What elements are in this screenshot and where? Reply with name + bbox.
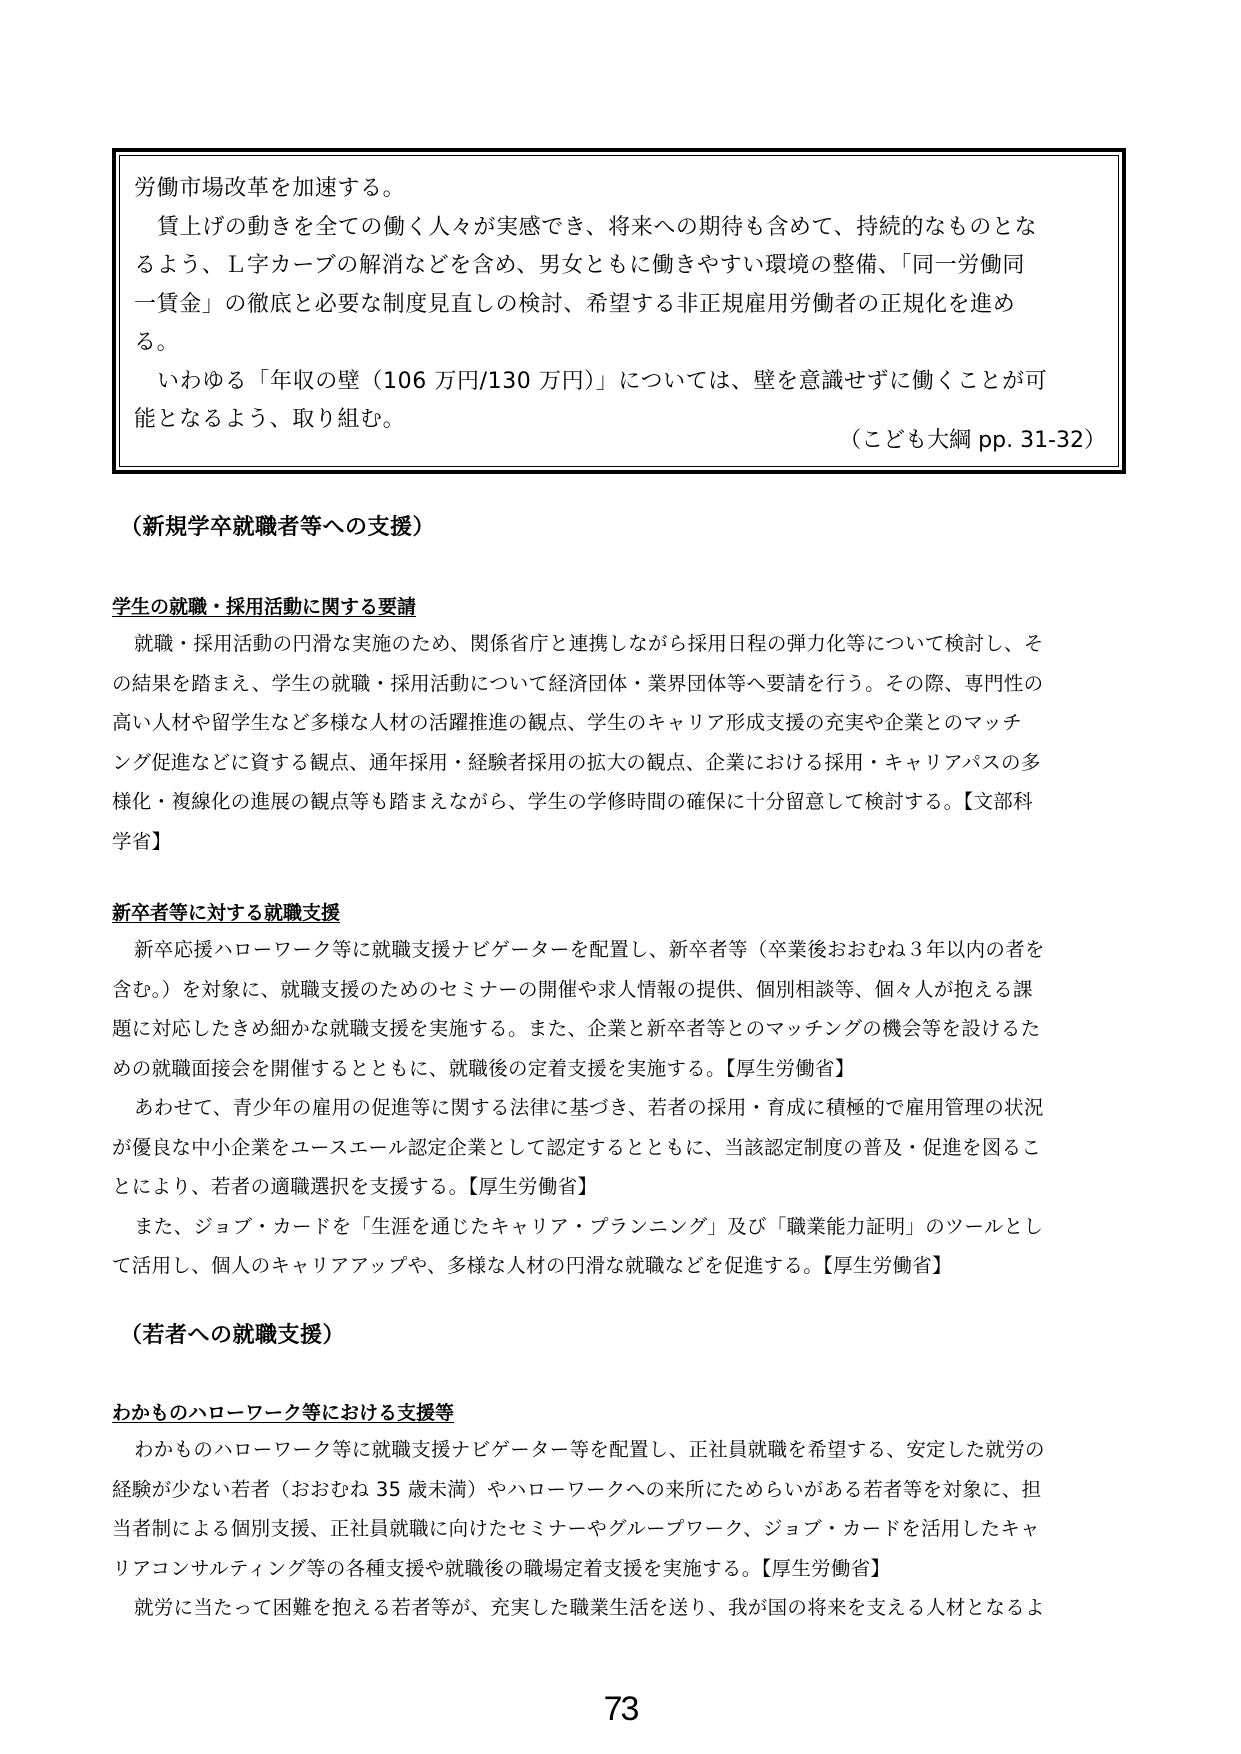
quote-box-inner <box>119 155 1119 467</box>
paragraph-line: めの就職面接会を開催するとともに、就職後の定着支援を実施する。【厚生労働省】 <box>112 1056 855 1080</box>
page-number: 73 <box>603 1690 638 1728</box>
paragraph-line: 経験が少ない若者（おおむね 35 歳未満）やハローワークへの来所にためらいがある若者等を対象に、担 <box>112 1477 1042 1501</box>
quote-source: （こども大綱 pp. 31-32） <box>839 428 1106 453</box>
paragraph-line: 就労に当たって困難を抱える若者等が、充実した職業生活を送り、我が国の将来を支える人材となるよ <box>134 1596 1045 1619</box>
quote-line: 労働市場改革を加速する。 <box>134 176 406 201</box>
paragraph-line: の結果を踏まえ、学生の就職・採用活動について経済団体・業界団体等へ要請を行う。その際、専門性の <box>112 671 1044 695</box>
quote-line: るよう、Ｌ字カーブの解消などを含め、男女ともに働きやすい環境の整備、「同一労働同 <box>134 253 1026 278</box>
paragraph-new-graduate-support <box>112 930 1132 1286</box>
subheading-youth-hellowork: わかものハローワーク等における支援等 <box>112 1402 455 1424</box>
subheading-new-graduate-support: 新卒者等に対する就職支援 <box>112 902 341 924</box>
paragraph-line: ング促進などに資する観点、通年採用・経験者採用の拡大の観点、企業における採用・キャリアパスの多 <box>112 750 1041 774</box>
paragraph-line: とにより、若者の適職選択を支援する。【厚生労働省】 <box>112 1175 598 1198</box>
subheading-student-recruitment: 学生の就職・採用活動に関する要請 <box>112 596 417 618</box>
quote-line: 一賃金」の徹底と必要な制度見直しの検討、希望する非正規雇用労働者の正規化を進め <box>134 291 1016 317</box>
paragraph-line: 題に対応したきめ細かな就職支援を実施する。また、企業と新卒者等とのマッチングの機会等を設けるた <box>112 1017 1041 1040</box>
paragraph-student-recruitment <box>112 624 1132 861</box>
section-heading-new-graduates: （新規学卒就職者等への支援） <box>120 515 436 540</box>
paragraph-line: リアコンサルティング等の各種支援や就職後の職場定着支援を実施する。【厚生労働省】 <box>112 1556 891 1580</box>
quote-line: 賃上げの動きを全ての働く人々が実感でき、将来への期待も含めて、持続的なものとな <box>157 214 1038 240</box>
paragraph-line: 学省】 <box>112 829 172 853</box>
paragraph-youth-hellowork <box>112 1430 1132 1628</box>
paragraph-line: 高い人材や留学生など多様な人材の活躍推進の観点、学生のキャリア形成支援の充実や企業とのマッチ <box>112 711 1023 734</box>
paragraph-line: あわせて、青少年の雇用の促進等に関する法律に基づき、若者の採用・育成に積極的で雇用管理の状況 <box>134 1096 1044 1119</box>
paragraph-line: 当者制による個別支援、正社員就職に向けたセミナーやグループワーク、ジョブ・カードを活用したキャ <box>112 1517 1040 1540</box>
paragraph-line: 就職・採用活動の円滑な実施のため、関係省庁と連携しながら採用日程の弾力化等について検討し、そ <box>134 632 1044 655</box>
quote-line: いわゆる「年収の壁（106 万円/130 万円）」については、壁を意識せずに働くことが可 <box>157 368 1048 394</box>
paragraph-line: が優良な中小企業をユースエール認定企業として認定するとともに、当該認定制度の普及・促進を図るこ <box>112 1135 1042 1159</box>
paragraph-line: わかものハローワーク等に就職支援ナビゲーター等を配置し、正社員就職を希望する、安定した就労の <box>134 1438 1045 1461</box>
paragraph-line: 含む。）を対象に、就職支援のためのセミナーの開催や求人情報の提供、個別相談等、個々人が抱える課 <box>112 977 1033 1001</box>
paragraph-line: 新卒応援ハローワーク等に就職支援ナビゲーターを配置し、新卒者等（卒業後おおむね３年以内の者を <box>134 938 1045 961</box>
paragraph-line: また、ジョブ・カードを「生涯を通じたキャリア・プランニング」及び「職業能力証明」のツールとし <box>134 1214 1044 1238</box>
section-heading-youth: （若者への就職支援） <box>120 1323 346 1348</box>
quote-line: る。 <box>134 330 180 355</box>
paragraph-line: て活用し、個人のキャリアアップや、多様な人材の円滑な就職などを促進する。【厚生労働省】 <box>112 1254 952 1277</box>
quote-box <box>112 148 1126 474</box>
paragraph-line: 様化・複線化の進展の観点等も踏まえながら、学生の学修時間の確保に十分留意して検討する。【文部科 <box>112 790 1033 813</box>
quote-line: 能となるよう、取り組む。 <box>134 407 406 432</box>
